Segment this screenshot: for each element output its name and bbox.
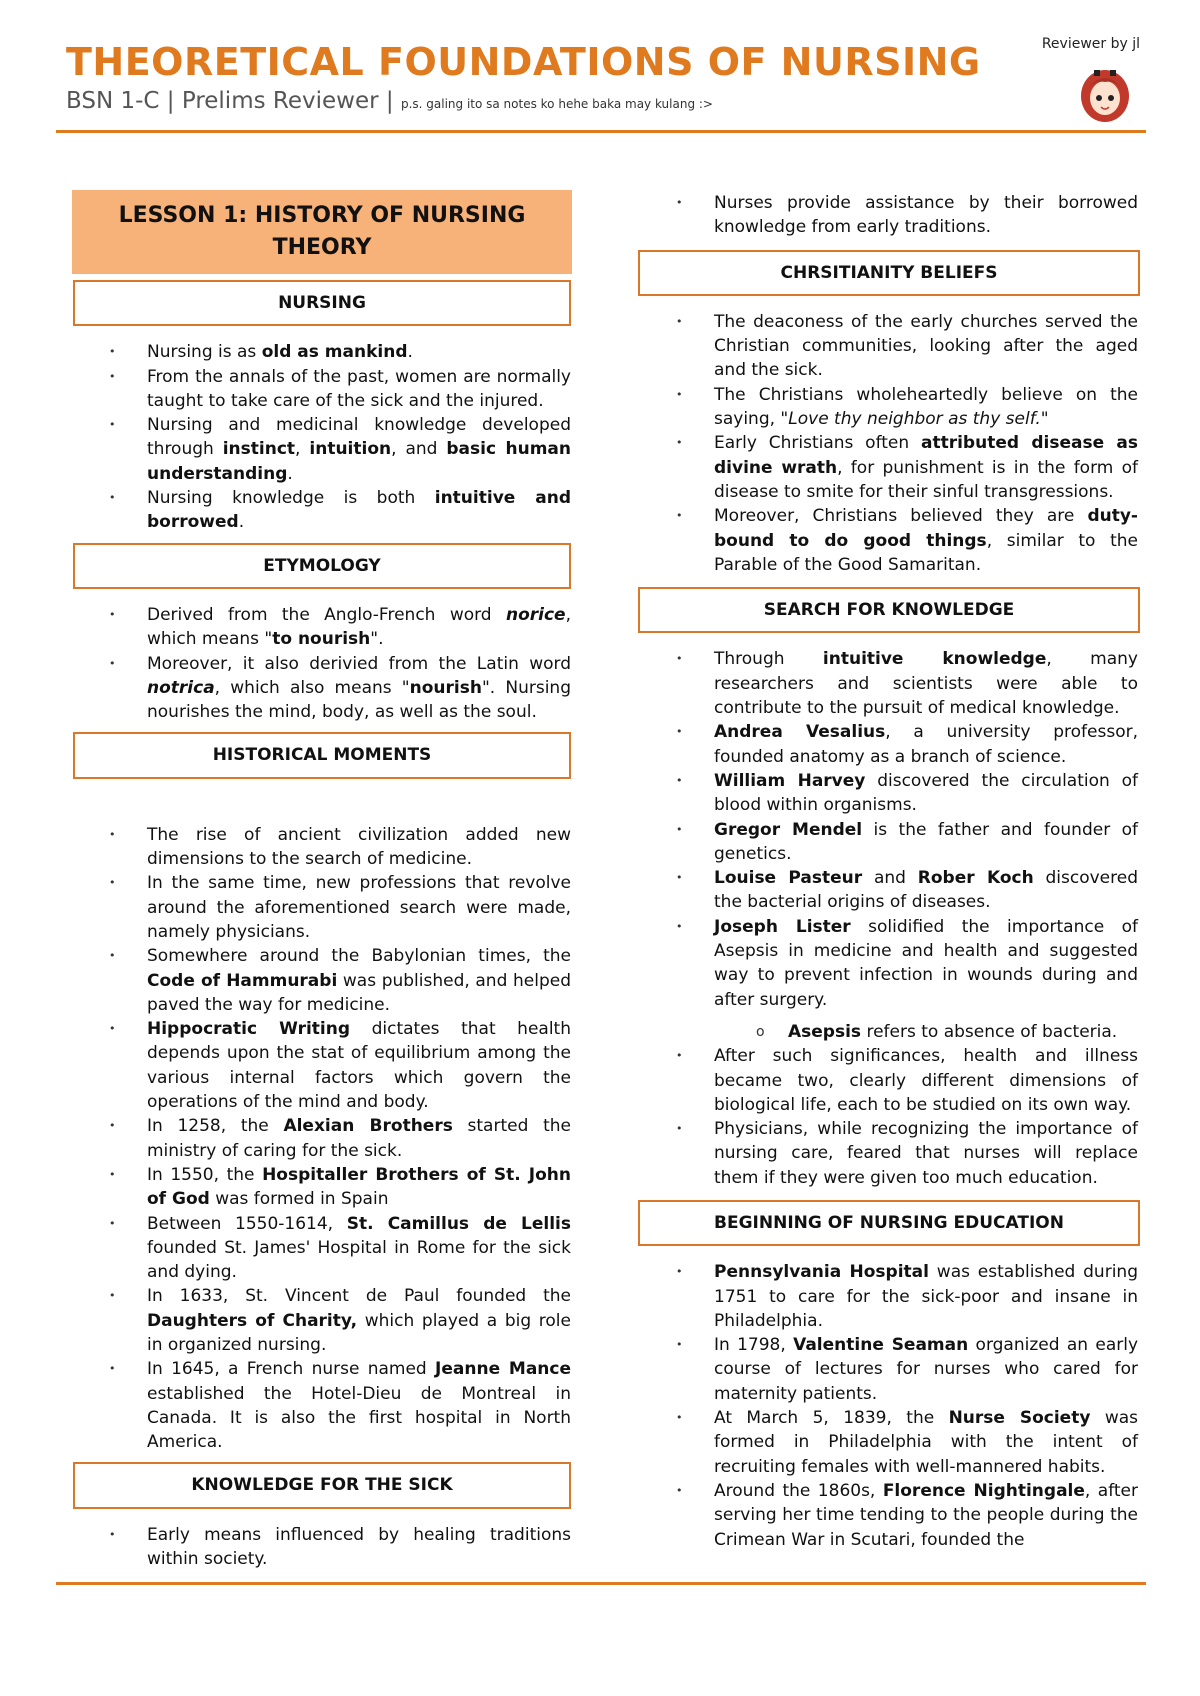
list-item: • Louise Pasteur and Rober Koch discovered the bacterial origins of diseases. (640, 866, 1138, 915)
list-item: • Early means influenced by healing traditions within society. (73, 1523, 571, 1572)
list-item: • Nursing and medicinal knowledge developed through instinct, intuition, and basic human understanding. (73, 413, 571, 486)
list-item: • Moreover, Christians believed they are duty-bound to do good things, similar to the Parable of the Good Samaritan. (640, 504, 1138, 577)
list-item: • Moreover, it also derivied from the Latin word notrica, which also means "nourish". Nursing nourishes the mind, body, as well as the soul. (73, 652, 571, 725)
list-item: • At March 5, 1839, the Nurse Society was formed in Philadelphia with the intent of recruiting females with well-mannered habits. (640, 1406, 1138, 1479)
list-item: • In 1550, the Hospitaller Brothers of St. John of God was formed in Spain (73, 1163, 571, 1212)
continued-list (640, 191, 1138, 240)
list-item: • In 1645, a French nurse named Jeanne Mance established the Hotel-Dieu de Montreal in Canada. It is also the first hospital in North America. (73, 1357, 571, 1454)
section-heading-knowledge-for-the-sick: KNOWLEDGE FOR THE SICK (73, 1462, 571, 1508)
subtitle-note: p.s. galing ito sa notes ko hehe baka may kulang :> (400, 97, 713, 111)
section-heading-nursing-education: BEGINNING OF NURSING EDUCATION (638, 1200, 1140, 1246)
list-item: • Nursing is as old as mankind. (73, 340, 571, 364)
list-item: • Hippocratic Writing dictates that health depends upon the stat of equilibrium among the various internal factors which govern the operations of the mind and body. (73, 1017, 571, 1114)
list-item: • Nursing knowledge is both intuitive and borrowed. (73, 486, 571, 535)
historical-moments-list (73, 823, 571, 1455)
list-item: • From the annals of the past, women are normally taught to take care of the sick and the injured. (73, 365, 571, 414)
search-knowledge-sublist (640, 1020, 1138, 1044)
list-item: • Gregor Mendel is the father and founder of genetics. (640, 818, 1138, 867)
right-column (640, 191, 1138, 1560)
document-subtitle (66, 88, 713, 114)
etymology-list (73, 603, 571, 724)
section-heading-etymology: ETYMOLOGY (73, 543, 571, 589)
footer-divider (56, 1582, 1146, 1585)
list-item: • In 1798, Valentine Seaman organized an early course of lectures for nurses who cared for maternity patients. (640, 1333, 1138, 1406)
list-item: • Pennsylvania Hospital was established during 1751 to care for the sick-poor and insane in Philadelphia. (640, 1260, 1138, 1333)
list-item: • In 1258, the Alexian Brothers started the ministry of caring for the sick. (73, 1114, 571, 1163)
list-item: • Around the 1860s, Florence Nightingale, after serving her time tending to the people during the Crimean War in Scutari, founded the (640, 1479, 1138, 1552)
reviewer-credit: Reviewer by jl (1041, 36, 1140, 52)
left-column (73, 190, 571, 1579)
lesson-title: LESSON 1: HISTORY OF NURSING THEORY (72, 190, 572, 274)
section-heading-nursing: NURSING (73, 280, 571, 326)
christianity-list (640, 310, 1138, 577)
list-item: • The rise of ancient civilization added new dimensions to the search of medicine. (73, 823, 571, 872)
sub-list-item: o Asepsis refers to absence of bacteria. (640, 1020, 1138, 1044)
list-item: • Early Christians often attributed disease as divine wrath, for punishment is in the form of disease to smite for their sinful transgressions. (640, 431, 1138, 504)
subtitle-text: BSN 1-C | Prelims Reviewer | (66, 88, 394, 114)
list-item: • The Christians wholeheartedly believe on the saying, "Love thy neighbor as thy self." (640, 383, 1138, 432)
nursing-list (73, 340, 571, 534)
list-item: • William Harvey discovered the circulation of blood within organisms. (640, 769, 1138, 818)
anime-girl-avatar-icon (1074, 62, 1136, 124)
list-item: • Somewhere around the Babylonian times, the Code of Hammurabi was published, and helped paved the way for medicine. (73, 944, 571, 1017)
list-item: • The deaconess of the early churches served the Christian communities, looking after the aged and the sick. (640, 310, 1138, 383)
list-item: • In the same time, new professions that revolve around the aforementioned search were made, namely physicians. (73, 871, 571, 944)
list-item: • Andrea Vesalius, a university professor, founded anatomy as a branch of science. (640, 720, 1138, 769)
search-knowledge-list (640, 647, 1138, 1011)
nursing-education-list (640, 1260, 1138, 1552)
header-divider (56, 130, 1146, 133)
section-heading-search-for-knowledge: SEARCH FOR KNOWLEDGE (638, 587, 1140, 633)
search-knowledge-list-cont (640, 1044, 1138, 1190)
list-item: • Between 1550-1614, St. Camillus de Lellis founded St. James' Hospital in Rome for the sick and dying. (73, 1212, 571, 1285)
section-heading-christianity-beliefs: CHRSITIANITY BELIEFS (638, 250, 1140, 296)
list-item: • Derived from the Anglo-French word norice, which means "to nourish". (73, 603, 571, 652)
knowledge-sick-list (73, 1523, 571, 1572)
list-item: • Physicians, while recognizing the importance of nursing care, feared that nurses will replace them if they were given too much education. (640, 1117, 1138, 1190)
document-title: THEORETICAL FOUNDATIONS OF NURSING (66, 40, 981, 84)
list-item: • Nurses provide assistance by their borrowed knowledge from early traditions. (640, 191, 1138, 240)
list-item: • Through intuitive knowledge, many researchers and scientists were able to contribute to the pursuit of medical knowledge. (640, 647, 1138, 720)
list-item: • Joseph Lister solidified the importance of Asepsis in medicine and health and suggested way to prevent infection in wounds during and after surgery. (640, 915, 1138, 1012)
section-heading-historical-moments: HISTORICAL MOMENTS (73, 732, 571, 778)
document-header (66, 36, 1140, 132)
list-item: • In 1633, St. Vincent de Paul founded the Daughters of Charity, which played a big role in organized nursing. (73, 1284, 571, 1357)
list-item: • After such significances, health and illness became two, clearly different dimensions of biological life, each to be studied on its own way. (640, 1044, 1138, 1117)
